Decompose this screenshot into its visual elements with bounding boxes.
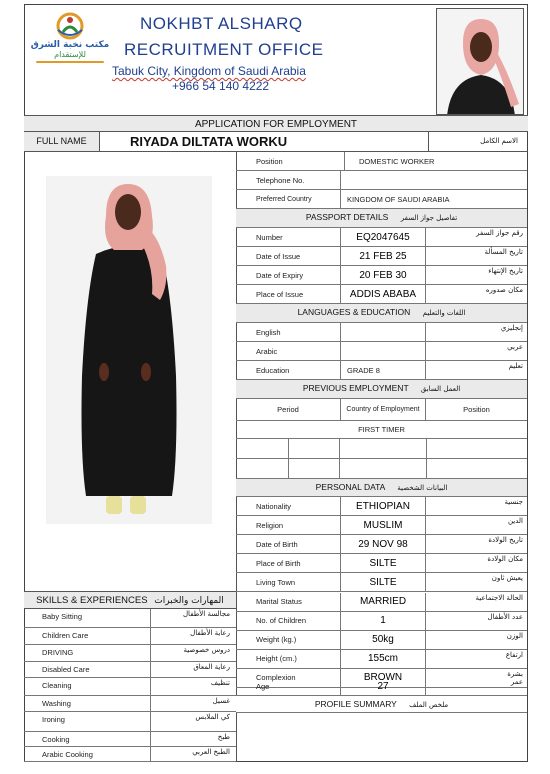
expiry-date-value: 20 FEB 30 bbox=[340, 266, 426, 284]
position-value: DOMESTIC WORKER bbox=[344, 152, 434, 170]
previous-employment-title-ar: العمل السابق bbox=[420, 385, 461, 393]
height-label: Height (cm.) bbox=[256, 654, 297, 664]
skill-baby-sitting-label: Baby Sitting bbox=[42, 612, 83, 621]
place-of-issue-label: Place of Issue bbox=[256, 289, 304, 299]
skill-cooking-label: Cooking bbox=[42, 735, 70, 744]
skill-ironing-ar: كي الملابس bbox=[195, 713, 230, 721]
age-label: Age bbox=[256, 681, 270, 691]
profile-summary-title: PROFILE SUMMARY bbox=[314, 699, 397, 709]
company-title: NOKHBT ALSHARQ bbox=[140, 14, 303, 33]
religion-label: Religion bbox=[256, 520, 284, 530]
skill-driving-ar: دروس خصوصية bbox=[183, 646, 230, 654]
previous-columns-row bbox=[236, 399, 527, 421]
skill-cooking-row bbox=[24, 732, 236, 747]
issue-date-label: Date of Issue bbox=[256, 251, 301, 261]
personal-data-title-ar: البيانات الشخصية bbox=[397, 484, 448, 492]
nationality-row bbox=[236, 497, 527, 516]
age-ar: عمر bbox=[510, 678, 523, 686]
arabic-row bbox=[236, 342, 527, 361]
skill-driving-label: DRIVING bbox=[42, 648, 74, 657]
arabic-ar: عربي bbox=[507, 343, 523, 351]
skill-disabled-care-label: Disabled Care bbox=[42, 665, 90, 674]
profile-summary-header bbox=[236, 696, 527, 713]
living-town-row bbox=[236, 573, 527, 592]
expiry-date-ar: تاريخ الإنتهاء bbox=[488, 267, 523, 275]
skill-washing-row bbox=[24, 696, 236, 712]
date-of-birth-row bbox=[236, 535, 527, 554]
age-row bbox=[236, 677, 527, 696]
company-phone: +966 54 140 4222 bbox=[172, 79, 270, 93]
place-of-birth-value: SILTE bbox=[340, 554, 426, 572]
previous-cell bbox=[426, 439, 427, 458]
skill-cleaning-label: Cleaning bbox=[42, 681, 72, 690]
previous-cell bbox=[288, 439, 340, 458]
skill-arabic-cooking-ar: الطبخ العربي bbox=[192, 748, 230, 756]
place-of-issue-ar: مكان صدوره bbox=[485, 286, 523, 294]
education-ar: تعليم bbox=[508, 362, 523, 370]
preferred-country-row bbox=[236, 190, 527, 209]
skill-cooking-ar: طبخ bbox=[217, 733, 230, 741]
skill-driving-row bbox=[24, 645, 236, 662]
personal-data-title: PERSONAL DATA bbox=[315, 482, 385, 492]
height-value: 155cm bbox=[340, 650, 426, 668]
languages-title-ar: اللغات والتعليم bbox=[422, 309, 466, 317]
candidate-photo bbox=[46, 176, 212, 524]
complexion-label: Complexion bbox=[256, 673, 296, 683]
preferred-country-value: KINGDOM OF SAUDI ARABIA bbox=[340, 190, 450, 208]
skill-ironing-label: Ironing bbox=[42, 715, 65, 724]
english-ar: إنجليزي bbox=[500, 324, 523, 332]
marital-status-row bbox=[236, 593, 527, 612]
passport-number-value: EQ2047645 bbox=[340, 228, 426, 246]
preferred-country-label: Preferred Country bbox=[256, 195, 312, 203]
languages-section-header bbox=[236, 304, 527, 323]
issue-date-ar: تاريخ المسألة bbox=[484, 248, 523, 256]
age-value: 27 bbox=[340, 677, 426, 695]
logo-emblem-icon bbox=[30, 10, 110, 44]
full-name-row bbox=[24, 132, 528, 152]
skill-washing-ar: غسيل bbox=[212, 697, 230, 705]
date-of-birth-value: 29 NOV 98 bbox=[340, 535, 426, 553]
arabic-label: Arabic bbox=[256, 346, 278, 356]
weight-value: 50kg bbox=[340, 631, 426, 649]
passport-number-label: Number bbox=[256, 232, 283, 242]
previous-employment-header bbox=[236, 380, 527, 399]
marital-status-value: MARRIED bbox=[340, 593, 426, 611]
profile-summary-title-ar: ملخص الملف bbox=[409, 701, 449, 709]
passport-number-row bbox=[236, 228, 527, 247]
english-row bbox=[236, 323, 527, 342]
children-row bbox=[236, 612, 527, 631]
english-value bbox=[340, 323, 426, 341]
place-of-birth-ar: مكان الولادة bbox=[487, 555, 523, 564]
skill-cleaning-ar: تنظيف bbox=[210, 679, 230, 687]
telephone-label: Telephone No. bbox=[256, 175, 305, 185]
skill-arabic-cooking-row bbox=[24, 747, 236, 762]
first-timer-note: FIRST TIMER bbox=[358, 425, 405, 434]
skill-children-care-ar: رعاية الأطفال bbox=[190, 629, 230, 637]
period-column-header: Period bbox=[277, 405, 299, 414]
english-label: English bbox=[256, 327, 281, 337]
education-label: Education bbox=[256, 365, 290, 375]
skill-baby-sitting-ar: مجالسة الأطفال bbox=[182, 610, 230, 618]
date-of-birth-ar: تاريخ الولادة bbox=[488, 536, 523, 545]
previous-cell bbox=[426, 459, 427, 478]
telephone-row bbox=[236, 171, 527, 190]
skill-children-care-row bbox=[24, 628, 236, 645]
religion-ar: الدين bbox=[507, 517, 523, 526]
skill-washing-label: Washing bbox=[42, 699, 71, 708]
complexion-ar: بشرة bbox=[507, 669, 523, 678]
form-heading: APPLICATION FOR EMPLOYMENT bbox=[24, 115, 528, 132]
living-town-label: Living Town bbox=[256, 577, 296, 587]
height-ar: ارتفاع bbox=[505, 650, 523, 659]
skills-title-ar: المهارات والخبرات bbox=[154, 596, 224, 606]
nationality-value: ETHIOPIAN bbox=[340, 497, 426, 515]
passport-title-ar: تفاصيل جواز السفر bbox=[400, 214, 458, 222]
skill-children-care-label: Children Care bbox=[42, 631, 89, 640]
weight-label: Weight (kg.) bbox=[256, 635, 297, 645]
languages-title: LANGUAGES & EDUCATION bbox=[297, 307, 411, 317]
skill-arabic-cooking-label: Arabic Cooking bbox=[42, 750, 93, 759]
place-of-birth-row bbox=[236, 554, 527, 573]
living-town-ar: يعيش ثاون bbox=[491, 574, 523, 583]
education-value: GRADE 8 bbox=[340, 361, 426, 379]
skill-baby-sitting-row bbox=[24, 609, 236, 628]
nationality-ar: جنسية bbox=[504, 498, 523, 506]
company-logo bbox=[30, 10, 110, 62]
expiry-date-row bbox=[236, 266, 527, 285]
previous-employment-title: PREVIOUS EMPLOYMENT bbox=[302, 383, 409, 393]
telephone-value bbox=[340, 171, 527, 189]
previous-empty-row-1 bbox=[236, 439, 527, 459]
place-of-issue-value: ADDIS ABABA bbox=[340, 285, 426, 303]
skills-title: SKILLS & EXPERIENCES bbox=[36, 595, 148, 606]
position-label: Position bbox=[256, 156, 283, 166]
religion-row bbox=[236, 516, 527, 535]
passport-title: PASSPORT DETAILS bbox=[305, 212, 389, 222]
living-town-value: SILTE bbox=[340, 573, 426, 591]
marital-status-ar: الحالة الاجتماعية bbox=[475, 593, 523, 602]
skill-ironing-row bbox=[24, 712, 236, 732]
passport-number-ar: رقم جواز السفر bbox=[476, 229, 523, 237]
skill-disabled-care-ar: رعاية المعاق bbox=[193, 663, 230, 671]
first-timer-row bbox=[236, 421, 527, 439]
religion-value: MUSLIM bbox=[340, 516, 426, 534]
expiry-date-label: Date of Expiry bbox=[256, 270, 304, 280]
height-row bbox=[236, 650, 527, 669]
company-location: Tabuk City, Kingdom of Saudi Arabia bbox=[112, 64, 306, 78]
children-value: 1 bbox=[340, 612, 426, 630]
skill-disabled-care-row bbox=[24, 662, 236, 678]
previous-empty-row-2 bbox=[236, 459, 527, 479]
logo-text-line2: للإستقدام bbox=[54, 50, 86, 59]
children-label: No. of Children bbox=[256, 616, 307, 626]
education-row bbox=[236, 361, 527, 380]
marital-status-label: Marital Status bbox=[256, 597, 302, 606]
place-of-issue-row bbox=[236, 285, 527, 304]
personal-data-header bbox=[236, 479, 527, 497]
country-column-header: Country of Employment bbox=[340, 399, 426, 420]
header-photo bbox=[436, 8, 524, 115]
place-of-birth-label: Place of Birth bbox=[256, 558, 301, 568]
date-of-birth-label: Date of Birth bbox=[256, 539, 298, 549]
full-name-label: FULL NAME bbox=[24, 132, 100, 151]
passport-section-header bbox=[236, 209, 527, 228]
issue-date-row bbox=[236, 247, 527, 266]
full-name-label-ar: الاسم الكامل bbox=[428, 132, 524, 151]
full-name-value: RIYADA DILTATA WORKU bbox=[130, 134, 288, 149]
issue-date-value: 21 FEB 25 bbox=[340, 247, 426, 265]
company-subtitle: RECRUITMENT OFFICE bbox=[124, 40, 324, 59]
logo-underline bbox=[36, 61, 104, 63]
complexion-value: BROWN bbox=[340, 669, 426, 687]
position-column-header: Position bbox=[463, 405, 490, 414]
logo-text-line1: مكتب نخبة الشرق bbox=[30, 40, 110, 50]
previous-cell bbox=[288, 459, 340, 478]
weight-row bbox=[236, 631, 527, 650]
skill-cleaning-row bbox=[24, 678, 236, 696]
nationality-label: Nationality bbox=[256, 501, 292, 511]
weight-ar: الوزن bbox=[506, 631, 523, 640]
skills-section-header bbox=[24, 591, 236, 609]
arabic-value bbox=[340, 342, 426, 360]
children-ar: عدد الأطفال bbox=[487, 612, 523, 621]
position-row bbox=[236, 152, 527, 171]
